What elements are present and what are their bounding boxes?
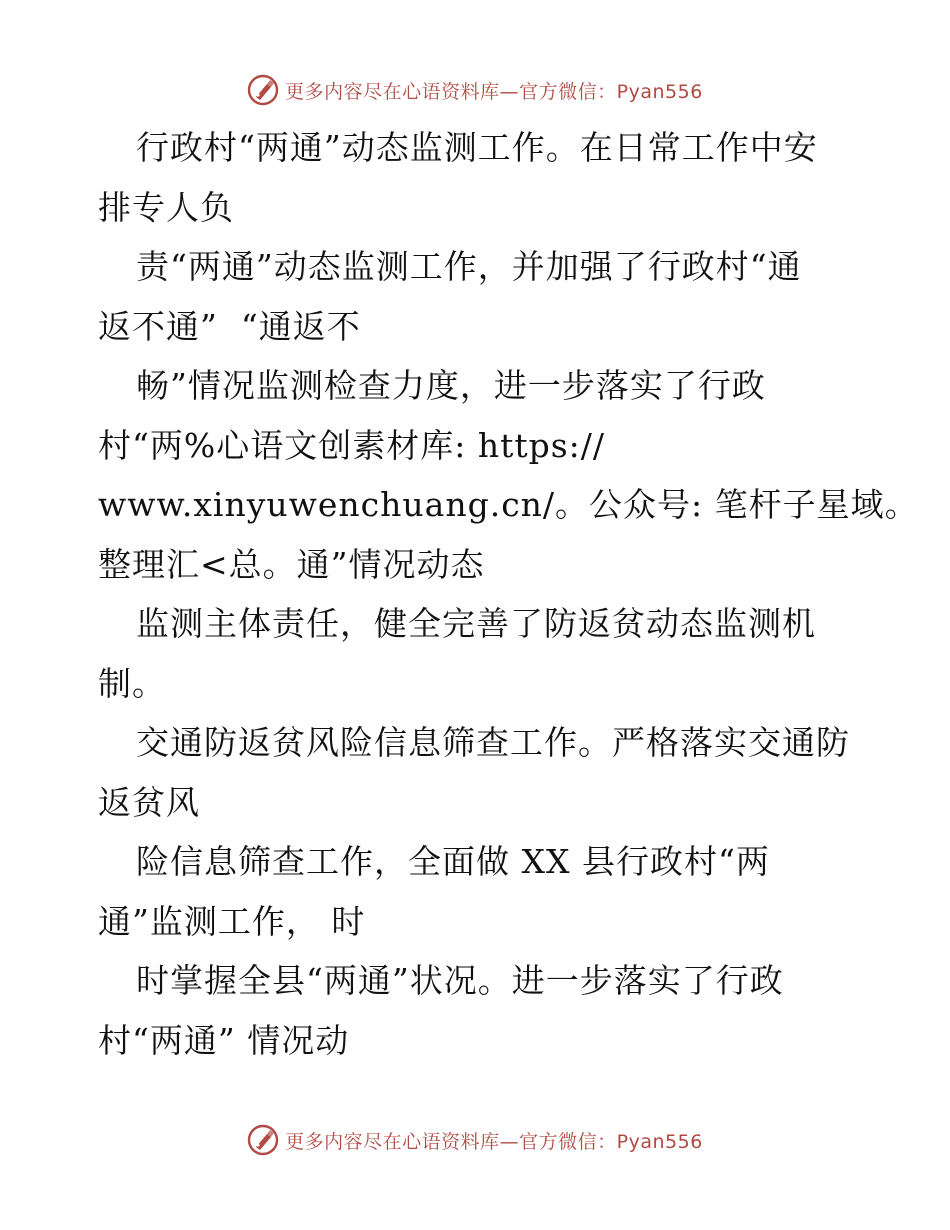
document-body	[98, 122, 919, 1074]
text-line: 交通防返贫风险信息筛查工作。严格落实交通防	[136, 723, 850, 762]
footer-banner	[0, 1120, 950, 1160]
text-line: 行政村“两通”动态监测工作。在日常工作中安	[136, 128, 818, 167]
text-line: 畅”情况监测检查力度，进一步落实了行政	[136, 366, 766, 405]
text-line: 通”监测工作， 时	[98, 901, 366, 941]
text-line: 村“两%心语文创素材库: https://	[98, 425, 606, 465]
pen-logo-icon	[247, 1124, 279, 1156]
text-line: 返不通” “通返不	[98, 306, 361, 346]
text-line: 监测主体责任，健全完善了防返贫动态监测机	[136, 604, 816, 643]
text-line: 责“两通”动态监测工作，并加强了行政村“通	[136, 247, 802, 286]
text-line: 时掌握全县“两通”状况。进一步落实了行政	[136, 961, 784, 1000]
text-line: 排专人负	[98, 187, 234, 227]
text-line: 整理汇<总。通”情况动态	[98, 544, 485, 584]
text-line: 制。	[98, 663, 166, 703]
text-line: 返贫风	[98, 782, 200, 822]
pen-logo-icon	[247, 74, 279, 106]
banner-text: 更多内容尽在心语资料库—官方微信：Pyan556	[285, 1130, 703, 1153]
text-line: 村“两通” 情况动	[98, 1020, 350, 1060]
text-line: 险信息筛查工作，全面做 XX 县行政村“两	[136, 842, 770, 881]
header-banner	[0, 70, 950, 110]
banner-text: 更多内容尽在心语资料库—官方微信：Pyan556	[285, 80, 703, 103]
text-line: www.xinyuwenchuang.cn/。公众号: 笔杆子星域。	[98, 485, 919, 524]
